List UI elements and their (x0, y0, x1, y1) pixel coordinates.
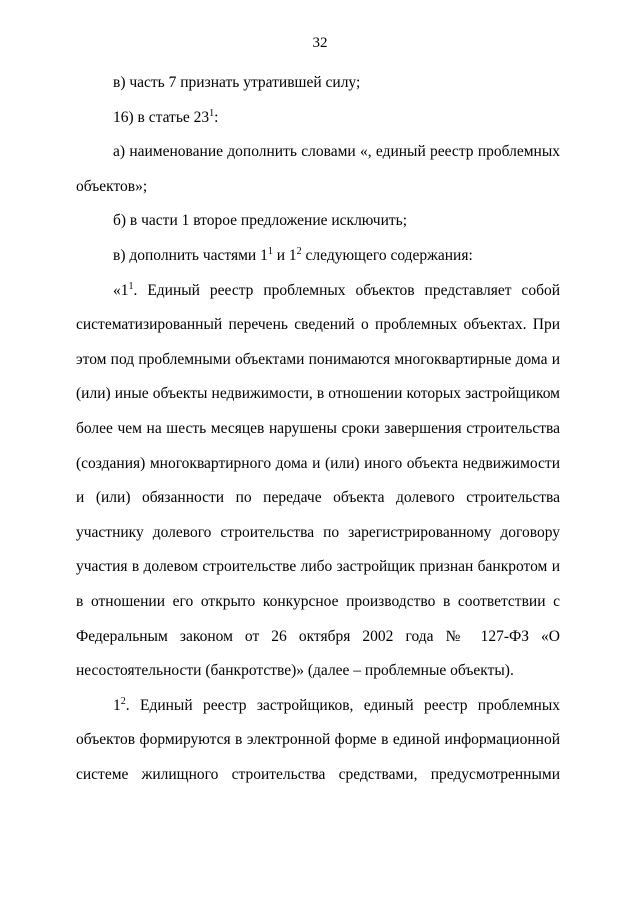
paragraph-text: «1 (113, 281, 129, 299)
superscript: 2 (296, 245, 302, 257)
paragraph-text: 1 (113, 696, 121, 714)
document-body (76, 66, 560, 792)
page-number: 32 (312, 35, 328, 51)
paragraph-text: 16) в статье 23 (113, 108, 210, 126)
paragraph-item-v: в) часть 7 признать утратившей силу; (113, 74, 361, 91)
paragraph-text: : (214, 108, 219, 126)
paragraph-text: и 1 (272, 246, 297, 264)
paragraph-part-1-1 (76, 274, 560, 689)
paragraph-item-b: б) в части 1 второе предложение исключить; (113, 212, 408, 230)
superscript: 1 (267, 245, 273, 257)
paragraph-item-v2 (76, 239, 560, 274)
paragraph-text: в) дополнить частями 1 (113, 246, 268, 264)
superscript: 2 (120, 695, 126, 707)
superscript: 1 (128, 280, 134, 292)
paragraph-item-a: а) наименование дополнить словами «, единый реестр проблемных объектов»; (76, 143, 560, 195)
paragraph-text: . Единый реестр застройщиков, единый реестр проблемных объектов формируются в электронной форме в единой информационной системе жилищного строительства средствами, предусмотренными (76, 696, 560, 783)
paragraph-text: . Единый реестр проблемных объектов представляет собой систематизированный перечень сведений о проблемных объектах. При этом под проблемными объектами понимаются многоквартирные дома и (или) иные объекты недвижимости, в отношении которых застройщиком более чем на шесть месяцев нарушены сроки завершения строительства (создания) многоквартирного дома и (или) иного объекта недвижимости и (или) обязанности по передаче объекта долевого строительства участнику долевого строительства по зарегистрированному договору участия в долевом строительстве либо застройщик признан банкротом и в отношении его открыто конкурсное производство в соответствии с Федеральным законом от 26 октября 2002 года № 127-ФЗ «О несостоятельности (банкротстве)» (далее – проблемные объекты). (76, 281, 560, 680)
paragraph-part-1-2 (76, 689, 560, 793)
paragraph-text: следующего содержания: (301, 246, 473, 264)
paragraph-item-16 (76, 101, 560, 136)
superscript: 1 (209, 107, 215, 119)
